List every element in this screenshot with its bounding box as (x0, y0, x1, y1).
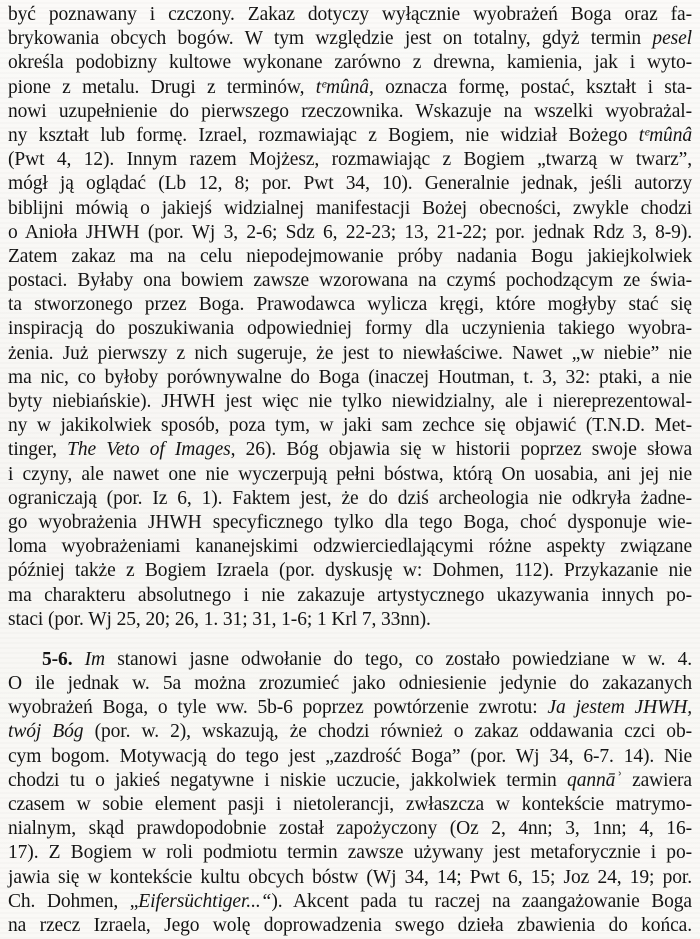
text-segment: nowi uzupełnienie do pierwszego rzeczownika. Wskazuje na wszelki wyobrażal- (8, 100, 692, 122)
text-line (8, 438, 692, 462)
text-line (8, 696, 692, 720)
text-segment: ny w jakikolwiek sposób, poza tym, w jaki sam zechce się objawić (T.N.D. Met- (8, 415, 692, 437)
text-segment: ny kształt lub formę. Izrael, rozmawiając z Bogiem, nie widział Bożego (8, 124, 639, 146)
text-line (8, 463, 692, 487)
text-segment: ograniczają (por. Iz 6, 1). Faktem jest, że do dziś archeologia nie odkryła żadne- (8, 487, 692, 509)
italic-text: Ja jestem JHWH, (547, 697, 692, 719)
text-segment: tinger, (8, 439, 68, 461)
text-segment: nialnym, skąd prawdopodobnie został zapożyczony (Oz 2, 4nn; 3, 1nn; 4, 16- (8, 818, 692, 840)
text-line (8, 100, 692, 124)
text-line (8, 51, 692, 75)
text-segment: , oznacza formę, postać, kształt i sta- (368, 76, 692, 98)
text-segment: zawiera (621, 769, 692, 791)
italic-text: Eifersüchtiger...“ (138, 890, 272, 912)
text-line (8, 648, 692, 672)
text-segment: (por. w. 2), wskazują, że chodzi również o zakaz oddawania czci ob- (83, 721, 692, 743)
text-segment: ). Akcent pada tu raczej na zaangażowanie Boga (271, 890, 692, 912)
text-segment: cym bogom. Motywacją do tego jest „zazdrość Boga” (por. Wj 34, 6-7. 14). Nie (8, 745, 692, 767)
italic-text: tᵉmûnâ (638, 124, 692, 146)
text-line (8, 608, 692, 632)
text-segment: 17). Z Bogiem w roli podmiotu termin zawsze używany jest metaforycznie i po- (8, 842, 692, 864)
text-segment: o Anioła JHWH (por. Wj 3, 2-6; Sdz 6, 22-23; 13, 21-22; por. jednak Rdz 3, 8-9). (8, 221, 692, 243)
text-segment: żenia. Już pierwszy z nich sugeruje, że jest to niewłaściwe. Nawet „w niebie” nie (8, 342, 692, 364)
text-line (8, 672, 692, 696)
italic-text: Im (84, 648, 106, 670)
italic-text: twój Bóg (8, 721, 84, 743)
text-line (8, 76, 692, 100)
text-line (8, 769, 692, 793)
text-segment: (Pwt 4, 12). Innym razem Mojżesz, rozmawiając z Bogiem „twarzą w twarz”, (8, 149, 692, 171)
text-segment: biblijni mówią o jakiejś widzialnej manifestacji Bożej obecności, zwykle chodzi (8, 197, 692, 219)
text-line (8, 487, 692, 511)
text-line (8, 148, 692, 172)
italic-text: tᵉmûnâ (315, 76, 369, 98)
text-segment: chodzi tu o jakieś negatywne i niskie uczucie, jakkolwiek termin (8, 769, 568, 791)
text-line (8, 817, 692, 841)
text-segment: pione z metalu. Drugi z terminów, (8, 76, 316, 98)
paragraph (8, 3, 692, 632)
text-segment: wyobrażeń Boga, o tyle ww. 5b-6 poprzez powtórzenie zwrotu: (8, 697, 548, 719)
text-segment: być poznawany i czczony. Zakaz dotyczy wyłącznie wyobrażeń Boga oraz fa- (8, 4, 692, 25)
text-segment: czasem w sobie element pasji i nietolerancji, zwłaszcza w kontekście matrymo- (8, 794, 692, 815)
text-segment: Ch. Dohmen, „ (8, 890, 139, 912)
text-segment: jawia się w kontekście kultu obcych bóstw (Wj 34, 14; Pwt 6, 15; Joz 24, 19; por. (8, 866, 692, 888)
text-segment: go wyobrażenia JHWH specyficznego tylko dla tego Boga, choć dysponuje wie- (8, 511, 692, 533)
text-line (8, 124, 692, 148)
text-line (8, 793, 692, 817)
text-segment: brykowania obcych bogów. W tym względzie jest on totalny, gdyż termin (8, 28, 653, 50)
text-segment: byty niebiańskie). JHWH jest więc nie tylko niewidzialny, ale i niereprezentowal- (8, 391, 692, 412)
italic-text: qannāʾ (567, 769, 622, 791)
text-line (8, 866, 692, 890)
text-segment: postaci. Byłaby ona bowiem zawsze wzorowana na czymś pochodzącym ze świa- (8, 270, 692, 292)
text-line (8, 890, 692, 914)
text-segment: na rzecz Izraela, Jego wolę doprowadzenia swego dzieła zbawienia do końca. (8, 914, 692, 936)
text-line (8, 511, 692, 535)
text-segment: i czyny, ale nawet one nie wyczerpują pełni bóstwa, którą On uosabia, ani jej nie (8, 463, 692, 485)
text-line (8, 3, 692, 27)
text-line (8, 221, 692, 245)
text-line (8, 197, 692, 221)
text-line (8, 342, 692, 366)
text-segment: określa podobizny kultowe wykonane zarówno z drewna, kamienia, jak i wyto- (8, 52, 692, 74)
text-line (8, 317, 692, 341)
text-line (8, 584, 692, 608)
text-line (8, 745, 692, 769)
text-line (8, 841, 692, 865)
text-segment: loma wyobrażeniami kananejskimi odzwierciedlającymi różne aspekty związane (8, 536, 692, 558)
text-segment: O ile jednak w. 5a można zrozumieć jako odniesienie jedynie do zakazanych (8, 673, 692, 695)
italic-text: pesel (652, 28, 692, 50)
text-segment: staci (por. Wj 25, 20; 26, 1. 31; 31, 1-6; 1 Krl 7, 33nn). (8, 608, 431, 630)
text-segment: inspiracją do poszukiwania odpowiedniej formy dla uczynienia takiego wyobra- (8, 318, 692, 340)
text-line (8, 414, 692, 438)
text-line (8, 269, 692, 293)
text-line (8, 27, 692, 51)
paragraph (8, 648, 692, 938)
text-segment: ta stworzonego przez Boga. Prawodawca wylicza kręgi, które mogłyby stać się (8, 294, 692, 316)
text-line (8, 559, 692, 583)
text-segment: ma charakteru absolutnego i nie zakazuje artystycznego ukazywania innych po- (8, 584, 692, 606)
bold-text: 5-6. (42, 648, 85, 670)
text-segment: później także z Bogiem Izraela (por. dyskusję w: Dohmen, 112). Przykazanie nie (8, 560, 692, 582)
text-segment: ma nic, co byłoby porównywalne do Boga (inaczej Houtman, t. 3, 32: ptaki, a nie (8, 366, 692, 388)
text-line (8, 245, 692, 269)
text-line (8, 720, 692, 744)
text-segment: , 26). Bóg objawia się w historii poprzez swoje słowa (230, 439, 693, 461)
text-segment: stanowi jasne odwołanie do tego, co zostało powiedziane w w. 4. (105, 648, 692, 670)
text-segment: mógł ją oglądać (Lb 12, 8; por. Pwt 34, 10). Generalnie jednak, jeśli autorzy (8, 173, 692, 195)
text-line (8, 390, 692, 414)
text-line (8, 293, 692, 317)
text-line (8, 535, 692, 559)
text-line (8, 172, 692, 196)
text-line (8, 914, 692, 938)
text-line (8, 366, 692, 390)
italic-text: The Veto of Images (67, 439, 231, 461)
text-segment: Zatem zakaz ma na celu niepodejmowanie próby nadania Bogu jakiejkolwiek (8, 245, 692, 267)
